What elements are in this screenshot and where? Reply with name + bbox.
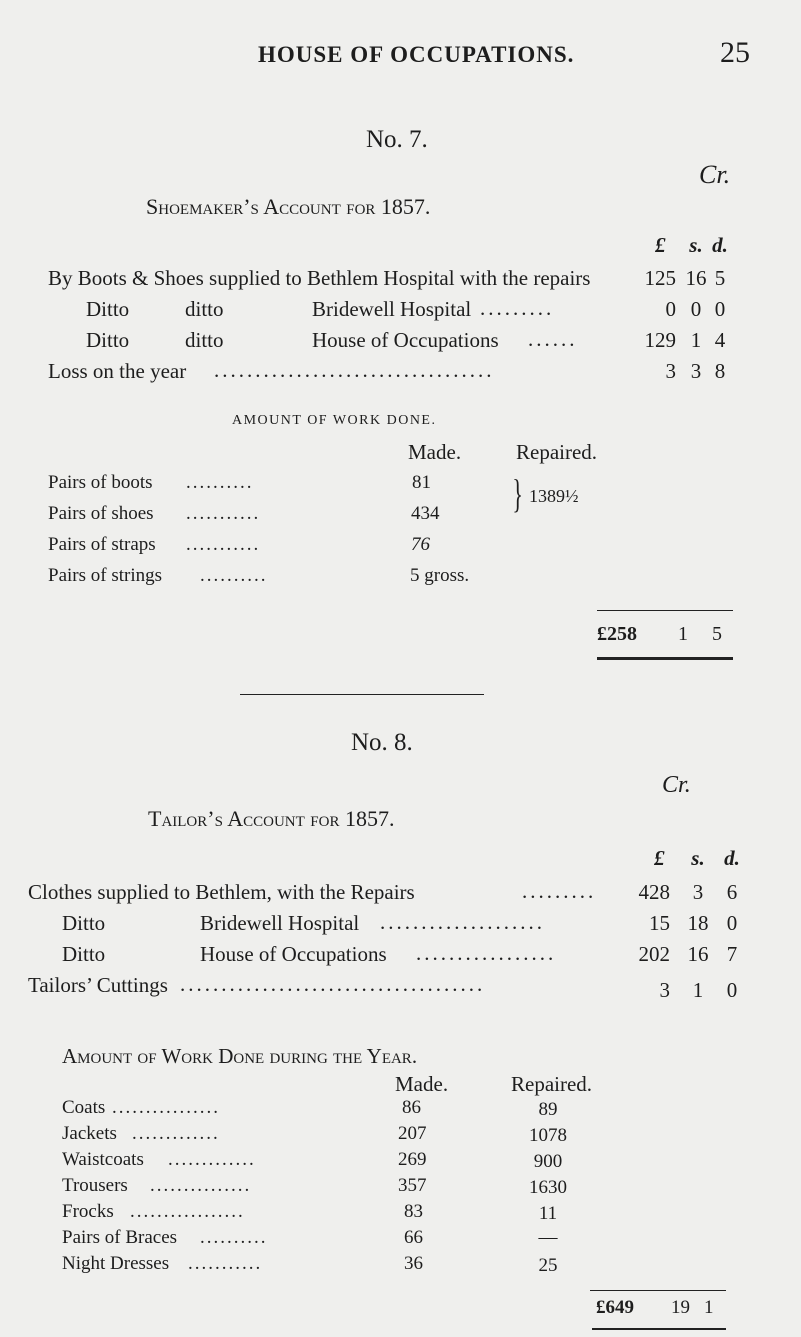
total-rule-top: [597, 610, 733, 611]
leader-dots: ...........: [186, 534, 261, 555]
account-8-number: No. 8.: [351, 729, 413, 756]
row-shillings: 1: [692, 978, 704, 1002]
row-label-ditto: Ditto: [86, 297, 130, 321]
work-repaired: 1078: [529, 1125, 567, 1146]
row-pounds: 428: [638, 880, 670, 904]
account-7-number: No. 7.: [366, 126, 428, 153]
work-item: Night Dresses: [62, 1253, 170, 1274]
work-item: Trousers: [62, 1175, 128, 1196]
repaired-column-heading: Repaired.: [516, 440, 598, 464]
leader-dots: .................: [416, 941, 557, 965]
row-shillings: 3: [690, 359, 702, 383]
row-shillings: 3: [692, 880, 704, 904]
row-label-ditto-lower: ditto: [185, 297, 224, 321]
pence-heading: d.: [724, 846, 740, 870]
work-repaired: —: [538, 1227, 558, 1248]
pounds-heading: £: [654, 846, 665, 870]
row-shillings: 16: [687, 942, 709, 966]
row-label-ditto: Ditto: [86, 328, 130, 352]
work-repaired: 900: [533, 1151, 563, 1172]
total-rule-top: [590, 1290, 726, 1291]
work-made: 269: [398, 1149, 427, 1170]
work-made: 36: [404, 1253, 423, 1274]
work-item: Jackets: [62, 1123, 117, 1144]
repaired-column-heading: Repaired.: [511, 1072, 593, 1096]
row-label-ditto: Ditto: [62, 911, 106, 935]
account-7-title: Shoemaker’s Account for 1857.: [146, 194, 431, 219]
made-column-heading: Made.: [408, 440, 462, 464]
work-item: Pairs of strings: [48, 565, 162, 586]
work-heading: Amount of Work Done during the Year.: [62, 1044, 418, 1068]
page-number: 25: [720, 36, 750, 69]
work-made: 76: [411, 534, 430, 555]
row-pounds: 15: [649, 911, 670, 935]
row-label: Clothes supplied to Bethlem, with the Repairs: [28, 880, 415, 904]
work-item: Frocks: [62, 1201, 114, 1222]
leader-dots: ...............: [150, 1175, 252, 1196]
row-label: Tailors’ Cuttings: [28, 973, 168, 997]
leader-dots: .....................................: [180, 972, 486, 996]
row-shillings: 0: [690, 297, 702, 321]
row-pence: 0: [726, 911, 738, 935]
work-repaired: 11: [538, 1203, 558, 1224]
leader-dots: ...........: [186, 503, 261, 524]
work-item: Pairs of boots: [48, 472, 153, 493]
leader-dots: .................: [130, 1201, 245, 1222]
row-pence: 8: [714, 359, 726, 383]
work-made: 81: [412, 472, 431, 493]
row-label-institution: House of Occupations: [200, 942, 387, 966]
leader-dots: ..........: [200, 1227, 268, 1248]
repaired-combined: 1389½: [529, 486, 579, 506]
work-item: Pairs of shoes: [48, 503, 154, 524]
row-pounds: 202: [638, 942, 670, 966]
total-rule-bottom: [597, 657, 733, 660]
work-heading: AMOUNT OF WORK DONE.: [232, 413, 437, 428]
leader-dots: .........: [480, 296, 555, 320]
total-pence: 1: [704, 1297, 714, 1318]
work-item: Pairs of straps: [48, 534, 156, 555]
work-made: 83: [404, 1201, 423, 1222]
row-pounds: 0: [665, 297, 676, 321]
work-made: 5 gross.: [410, 565, 470, 586]
row-shillings: 16: [685, 266, 707, 290]
work-item: Waistcoats: [62, 1149, 144, 1170]
leader-dots: ...........: [188, 1253, 263, 1274]
row-pounds: 3: [665, 359, 676, 383]
row-label-ditto-lower: ditto: [185, 328, 224, 352]
total-pence: 5: [712, 623, 722, 645]
row-label-institution: Bridewell Hospital: [200, 911, 360, 935]
work-made: 357: [398, 1175, 427, 1196]
row-pence: 0: [714, 297, 726, 321]
leader-dots: ......: [528, 327, 578, 351]
leader-dots: ..................................: [214, 358, 495, 382]
made-column-heading: Made.: [395, 1072, 449, 1096]
row-pounds: 129: [644, 328, 676, 352]
shillings-heading: s.: [689, 233, 703, 257]
row-pounds: 125: [644, 266, 676, 290]
work-repaired: 89: [538, 1099, 558, 1120]
leader-dots: .............: [132, 1123, 220, 1144]
total-pounds: £258: [597, 623, 637, 645]
row-label: By Boots & Shoes supplied to Bethlem Hospital with the repairs: [48, 266, 591, 290]
work-made: 207: [398, 1123, 427, 1144]
row-pounds: 3: [659, 978, 670, 1002]
work-made: 86: [402, 1097, 421, 1118]
total-pounds: £649: [596, 1297, 634, 1318]
row-shillings: 18: [687, 911, 709, 935]
leader-dots: ....................: [380, 910, 545, 934]
brace: }: [512, 471, 523, 516]
leader-dots: .........: [522, 879, 597, 903]
work-made: 434: [411, 503, 440, 524]
account-8-cr: Cr.: [662, 772, 691, 798]
total-shillings: 1: [678, 623, 688, 645]
work-repaired: 25: [538, 1255, 558, 1276]
total-shillings: 19: [671, 1297, 690, 1318]
leader-dots: ..........: [200, 565, 268, 586]
row-pence: 7: [726, 942, 738, 966]
row-label-ditto: Ditto: [62, 942, 106, 966]
row-label: Loss on the year: [48, 359, 187, 383]
total-rule-bottom: [592, 1328, 726, 1330]
running-header: HOUSE OF OCCUPATIONS.: [258, 42, 575, 67]
row-shillings: 1: [690, 328, 702, 352]
pounds-heading: £: [655, 233, 666, 257]
leader-dots: ..........: [186, 472, 254, 493]
account-7-cr: Cr.: [699, 160, 731, 189]
row-pence: 6: [726, 880, 738, 904]
section-divider: [240, 694, 484, 695]
work-made: 66: [404, 1227, 423, 1248]
work-repaired: 1630: [529, 1177, 567, 1198]
row-pence: 4: [714, 328, 726, 352]
row-label-institution: House of Occupations: [312, 328, 499, 352]
work-item: Pairs of Braces: [62, 1227, 178, 1248]
leader-dots: .............: [168, 1149, 256, 1170]
row-pence: 0: [726, 978, 738, 1002]
row-pence: 5: [714, 266, 726, 290]
row-label-institution: Bridewell Hospital: [312, 297, 472, 321]
pence-heading: d.: [712, 233, 728, 257]
account-8-title: Tailor’s Account for 1857.: [148, 806, 395, 831]
work-item: Coats: [62, 1097, 106, 1118]
leader-dots: ................: [112, 1097, 220, 1118]
shillings-heading: s.: [691, 846, 705, 870]
